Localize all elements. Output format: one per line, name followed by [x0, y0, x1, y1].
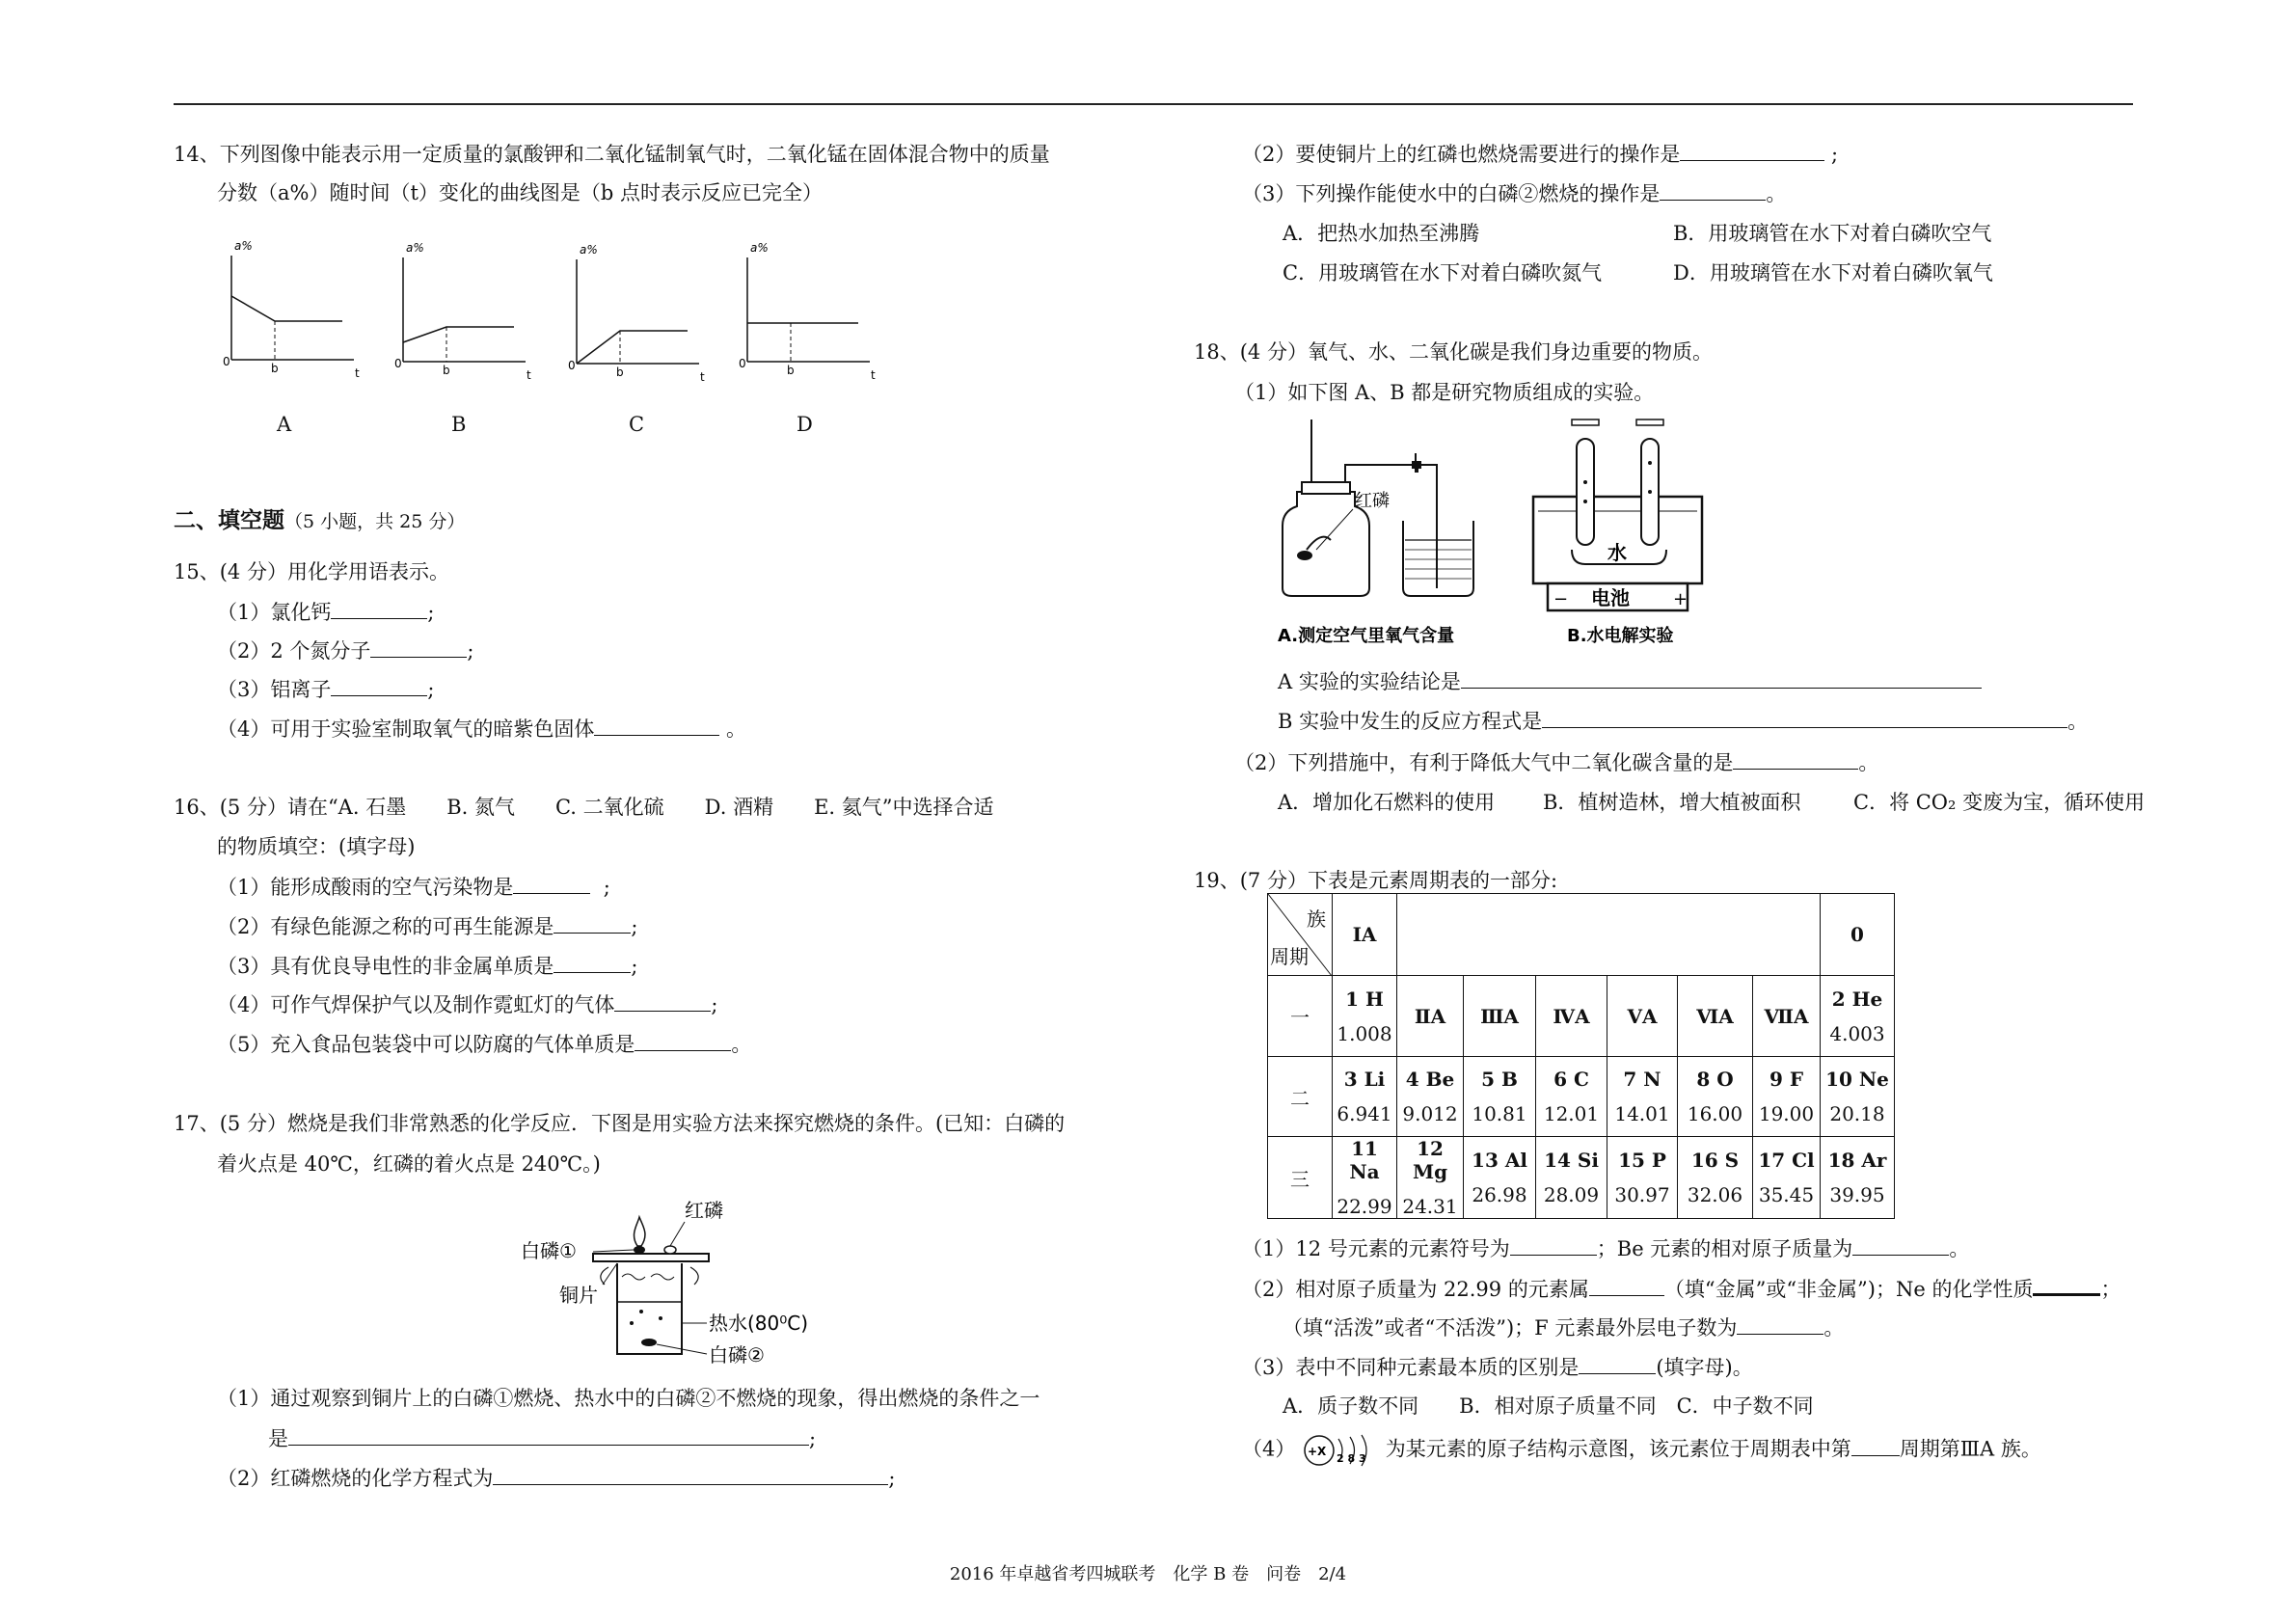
q18-sub2: （2）下列措施中，有利于降低大气中二氧化碳含量的是 。: [1234, 751, 1879, 774]
q18-opt-b: B．植树造林，增大植被面积: [1543, 791, 1801, 814]
header-rule: [174, 103, 2133, 105]
q17-sub1: （1）通过观察到铜片上的白磷①燃烧、热水中的白磷②不燃烧的现象，得出燃烧的条件之一: [217, 1387, 1040, 1410]
q14-option-c: C: [629, 413, 645, 436]
section-2-title: 二、填空题: [174, 508, 284, 533]
q16-item-4: （4）可作气焊保护气以及制作霓虹灯的气体 ;: [217, 993, 718, 1016]
graph-b-b: b: [443, 364, 450, 377]
group-7a: ⅦA: [1753, 976, 1821, 1057]
label-battery: 电池: [1591, 586, 1630, 609]
table-corner: 族 周期: [1268, 894, 1333, 976]
q17-opt-b: B．用玻璃管在水下对着白磷吹空气: [1673, 222, 1992, 245]
flame-icon: [635, 1217, 645, 1246]
page-footer: 2016 年卓越省考四城联考 化学 B 卷 问卷 2/4: [949, 1564, 1347, 1584]
q16-item-5: （5）充入食品包装袋中可以防腐的气体单质是 。: [217, 1033, 752, 1056]
label-water: 水: [1607, 541, 1627, 564]
cell-na: 11 Na 22.99: [1333, 1137, 1397, 1219]
graph-a-b: b: [271, 362, 279, 375]
graph-d-b: b: [787, 364, 795, 377]
cell-o: 8 O 16.00: [1678, 1057, 1753, 1137]
graph-d: [739, 241, 876, 382]
q14-option-a: A: [277, 413, 292, 436]
cell-be: 4 Be 9.012: [1397, 1057, 1464, 1137]
graph-c: [568, 243, 705, 384]
q19-sub3-options: A．质子数不同 B．相对原子质量不同 C．中子数不同: [1283, 1394, 1814, 1418]
q15-blank-2[interactable]: [370, 637, 467, 658]
q17-opt-a: A．把热水加热至沸腾: [1283, 222, 1480, 245]
q19-sub2: （2）相对原子质量为 22.99 的元素属 （填“金属”或“非金属”)；Ne 的化学性质 ；: [1242, 1274, 2120, 1304]
section-2-heading: [174, 506, 465, 536]
white-phosphorus-1: [634, 1246, 645, 1254]
q16-stem2: 的物质填空：(填字母): [217, 835, 416, 858]
svg-text:−: −: [1553, 589, 1569, 609]
q16-item-3: （3）具有优良导电性的非金属单质是 ;: [217, 955, 638, 978]
q15-blank-3[interactable]: [331, 676, 427, 696]
cell-ar: 18 Ar 39.95: [1821, 1137, 1895, 1219]
graph-a-ylabel: a%: [234, 239, 253, 253]
svg-text:+: +: [1673, 589, 1688, 609]
red-phosphorus: [664, 1246, 676, 1254]
group-2a: ⅡA: [1397, 976, 1464, 1057]
q18-figures: [1278, 415, 1688, 656]
q19-stem: 19、(7 分）下表是元素周期表的一部分:: [1194, 869, 1558, 892]
cell-s: 16 S 32.06: [1678, 1137, 1753, 1219]
label-red-phosphorus-a: 红磷: [1355, 491, 1390, 511]
figure-a-oxygen-measurement: [1278, 420, 1473, 646]
q17-stem2: 着火点是 40℃，红磷的着火点是 240℃。): [217, 1152, 601, 1176]
graph-c-ylabel: a%: [580, 243, 598, 257]
cell-b: 5 B 10.81: [1464, 1057, 1536, 1137]
atom-structure-diagram: [1302, 1431, 1379, 1470]
q17-sub2: （2）红磷燃烧的化学方程式为 ;: [217, 1467, 896, 1490]
cell-ne: 10 Ne 20.18: [1821, 1057, 1895, 1137]
period-1: 一: [1268, 976, 1333, 1057]
q18-opt-a: A．增加化石燃料的使用: [1278, 791, 1496, 814]
header-ia: IA: [1333, 894, 1397, 976]
q16-item-1: （1）能形成酸雨的空气污染物是 ;: [217, 876, 610, 899]
group-5a: ⅤA: [1607, 976, 1678, 1057]
cell-h: 1 H 1.008: [1333, 976, 1397, 1057]
graph-b-xlabel: t: [527, 368, 531, 382]
q19-blank-2[interactable]: [1852, 1235, 1949, 1256]
white-phosphorus-2: [641, 1339, 657, 1346]
copper-plate: [593, 1254, 709, 1261]
q19-blank-5[interactable]: [1737, 1314, 1823, 1335]
label-red-phosphorus: 红磷: [685, 1199, 723, 1222]
cell-p: 15 P 30.97: [1607, 1137, 1678, 1219]
period-3: 三: [1268, 1137, 1333, 1219]
header-blank: [1397, 894, 1821, 976]
cell-li: 3 Li 6.941: [1333, 1057, 1397, 1137]
label-white-phosphorus-1: 白磷①: [521, 1239, 577, 1262]
header-zero: 0: [1821, 894, 1895, 976]
q14-line1: 14、下列图像中能表示用一定质量的氯酸钾和二氧化锰制氧气时，二氧化锰在固体混合物中的质量: [174, 143, 1050, 166]
q19-blank-4[interactable]: [2033, 1274, 2100, 1296]
q17-blank-2[interactable]: [493, 1465, 888, 1485]
period-2: 二: [1268, 1057, 1333, 1137]
label-white-phosphorus-2: 白磷②: [709, 1343, 765, 1367]
q16-blank-2[interactable]: [554, 913, 631, 934]
graph-c-origin: 0: [568, 359, 576, 372]
q18-stem: 18、(4 分）氧气、水、二氧化碳是我们身边重要的物质。: [1194, 340, 1713, 364]
q15-item-1: （1）氯化钙 ;: [217, 601, 435, 624]
q17-sub3: （2）要使铜片上的红磷也燃烧需要进行的操作是 ;: [1242, 143, 1839, 166]
q18-sub1: （1）如下图 A、B 都是研究物质组成的实验。: [1234, 381, 1655, 404]
graph-c-xlabel: t: [700, 370, 705, 384]
q19-blank-7[interactable]: [1851, 1436, 1900, 1456]
q14-line2: 分数（a%）随时间（t）变化的曲线图是（b 点时表示反应已完全）: [217, 181, 824, 204]
q14-graphs: [217, 236, 892, 384]
q18-blank-2[interactable]: [1733, 749, 1858, 770]
cell-he: 2 He 4.003: [1821, 976, 1895, 1057]
group-4a: ⅣA: [1536, 976, 1607, 1057]
q17-sub1-answer: 是 ;: [268, 1427, 817, 1450]
q19-blank-6[interactable]: [1579, 1354, 1656, 1374]
label-hot-water: 热水(80⁰C): [709, 1312, 809, 1335]
caption-figure-b: B.水电解实验: [1567, 626, 1674, 646]
q17-blank-4[interactable]: [1660, 180, 1766, 201]
q16-blank-5[interactable]: [635, 1031, 731, 1051]
q15-stem: 15、(4 分）用化学用语表示。: [174, 560, 449, 583]
q19-sub4: （4） +X 2 8 3 为某元素的原子结构示意图，该元素位于周期表中第 周期第ⅢA 族。: [1242, 1431, 2041, 1470]
combustion-apparatus-figure: [516, 1188, 834, 1381]
q15-item-4: （4）可用于实验室制取氧气的暗紫色固体 。: [217, 717, 747, 741]
cell-mg: 12 Mg 24.31: [1397, 1137, 1464, 1219]
graph-a-xlabel: t: [355, 366, 360, 380]
q14-option-b: B: [451, 413, 467, 436]
q18-line-a: A 实验的实验结论是: [1278, 667, 1982, 696]
q17-blank-1[interactable]: [288, 1425, 809, 1446]
caption-figure-a: A.测定空气里氧气含量: [1278, 626, 1455, 646]
q19-sub1: （1）12 号元素的元素符号为 ；Be 元素的相对原子质量为 。: [1242, 1237, 1970, 1260]
graph-c-b: b: [616, 365, 624, 379]
q17-blank-3[interactable]: [1680, 141, 1824, 161]
section-2-note: （5 小题，共 25 分）: [284, 511, 466, 532]
cell-cl: 17 Cl 35.45: [1753, 1137, 1821, 1219]
q18-opt-c: C．将 CO₂ 变废为宝，循环使用: [1853, 791, 2146, 814]
cell-f: 9 F 19.00: [1753, 1057, 1821, 1137]
q16-blank-3[interactable]: [554, 953, 631, 973]
cell-si: 14 Si 28.09: [1536, 1137, 1607, 1219]
q16-blank-1[interactable]: [513, 874, 590, 894]
q19-sub2b: （填“活泼”或者“不活泼”)；F 元素最外层电子数为 。: [1283, 1316, 1845, 1340]
q18-blank-a[interactable]: [1461, 668, 1982, 689]
cell-al: 13 Al 26.98: [1464, 1137, 1536, 1219]
periodic-table: [1267, 893, 1895, 1219]
q19-blank-1[interactable]: [1510, 1235, 1597, 1256]
q16-item-2: （2）有绿色能源之称的可再生能源是 ;: [217, 915, 638, 938]
q19-sub3: （3）表中不同种元素最本质的区别是 (填字母)。: [1242, 1356, 1753, 1379]
q16-blank-4[interactable]: [614, 991, 711, 1012]
graph-d-xlabel: t: [871, 368, 876, 382]
group-3a: ⅢA: [1464, 976, 1536, 1057]
atom-nucleus: +X: [1308, 1445, 1327, 1458]
graph-d-origin: 0: [739, 357, 746, 370]
q17-opt-c: C．用玻璃管在水下对着白磷吹氮气: [1283, 261, 1603, 284]
graph-a-origin: 0: [223, 355, 230, 368]
figure-b-water-electrolysis: [1533, 420, 1702, 646]
group-6a: ⅥA: [1678, 976, 1753, 1057]
graph-a: [223, 239, 360, 380]
q15-blank-4[interactable]: [594, 716, 719, 736]
graph-b-origin: 0: [394, 357, 402, 370]
q16-stem: 16、(5 分）请在“A. 石墨 B. 氮气 C. 二氧化硫 D. 酒精 E. 氦气”中选择合适: [174, 796, 994, 819]
graph-d-ylabel: a%: [750, 241, 769, 255]
q18-blank-b[interactable]: [1542, 708, 2067, 728]
q17-sub4: （3）下列操作能使水中的白磷②燃烧的操作是 。: [1242, 182, 1787, 205]
q17-stem: 17、(5 分）燃烧是我们非常熟悉的化学反应．下图是用实验方法来探究燃烧的条件。(已知：白磷的: [174, 1112, 1066, 1135]
q15-item-2: （2）2 个氮分子 ;: [217, 639, 474, 663]
q15-blank-1[interactable]: [331, 599, 427, 619]
q17-opt-d: D．用玻璃管在水下对着白磷吹氧气: [1673, 261, 1993, 284]
q19-blank-3[interactable]: [1589, 1276, 1664, 1296]
cell-n: 7 N 14.01: [1607, 1057, 1678, 1137]
q14-option-d: D: [797, 413, 813, 436]
graph-b: [394, 241, 531, 382]
cell-c: 6 C 12.01: [1536, 1057, 1607, 1137]
label-copper: 铜片: [559, 1284, 598, 1307]
graph-b-ylabel: a%: [406, 241, 424, 255]
q18-line-b: B 实验中发生的反应方程式是 。: [1278, 710, 2089, 733]
q15-item-3: （3）铝离子 ;: [217, 678, 435, 701]
atom-shells: 2 8 3: [1337, 1452, 1366, 1465]
